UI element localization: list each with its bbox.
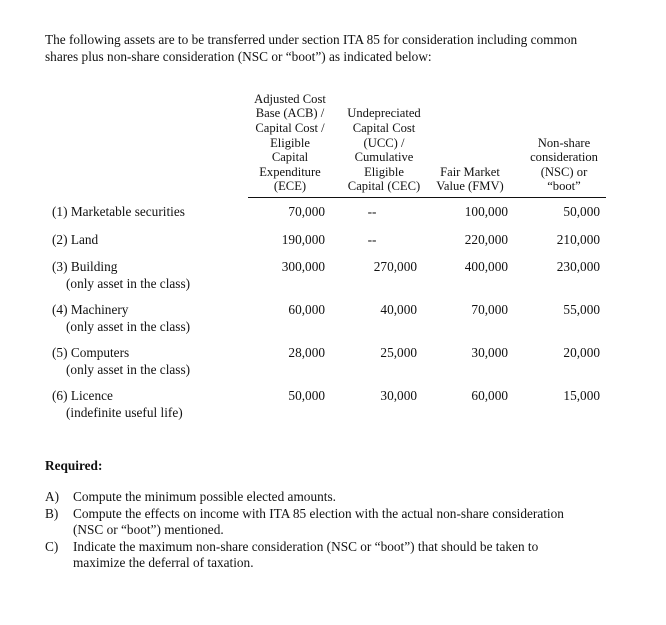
cell-nsc: 20,000 (563, 345, 600, 360)
cell-fmv: 400,000 (464, 259, 508, 274)
intro-paragraph (45, 32, 577, 65)
cell-nsc: 210,000 (556, 232, 600, 247)
asset-label: (4) Machinery (only asset in the class) (52, 302, 191, 334)
cell-fmv: 100,000 (464, 204, 508, 219)
item-text: Compute the minimum possible elected amounts. (73, 489, 336, 504)
column-header-fmv: Fair Market Value (FMV) (436, 164, 504, 194)
column-header-nsc: Non-share consideration (NSC) or “boot” (530, 135, 598, 194)
asset-label: (5) Computers (only asset in the class) (52, 345, 191, 377)
cell-acb: 300,000 (281, 259, 325, 274)
cell-ucc: 270,000 (373, 259, 417, 274)
asset-label: (1) Marketable securities (52, 204, 185, 219)
cell-acb: 60,000 (288, 302, 325, 317)
asset-note: (only asset in the class) (66, 275, 191, 291)
cell-ucc: 25,000 (380, 345, 417, 360)
asset-label: (3) Building (only asset in the class) (52, 259, 191, 291)
cell-acb: 50,000 (288, 388, 325, 403)
item-text: (NSC or “boot”) mentioned. (73, 522, 224, 537)
cell-nsc: 50,000 (563, 204, 600, 219)
cell-ucc: 30,000 (380, 388, 417, 403)
cell-nsc: 15,000 (563, 388, 600, 403)
required-item (45, 489, 645, 506)
required-item (45, 539, 645, 572)
item-letter: A) (45, 489, 60, 504)
column-header-acb: Adjusted Cost Base (ACB) / Capital Cost / Eligible Capital Expenditure (ECE) (254, 91, 326, 194)
asset-note: (only asset in the class) (66, 361, 191, 377)
cell-nsc: 55,000 (563, 302, 600, 317)
item-letter: B) (45, 505, 59, 521)
required-item (45, 506, 645, 539)
item-text: Compute the effects on income with ITA 85 election with the actual non-share consideration (73, 505, 564, 521)
asset-label: (6) Licence (indefinite useful life) (52, 388, 183, 420)
cell-fmv: 30,000 (471, 345, 508, 360)
required-list (45, 489, 645, 572)
item-letter: C) (45, 538, 59, 554)
header-rule (248, 197, 606, 198)
cell-acb: 190,000 (281, 232, 325, 247)
item-text: maximize the deferral of taxation. (73, 555, 254, 570)
cell-ucc: -- (367, 204, 377, 219)
cell-fmv: 70,000 (471, 302, 508, 317)
intro-line: shares plus non-share consideration (NSC or “boot”) as indicated below: (45, 48, 432, 64)
cell-acb: 70,000 (288, 204, 325, 219)
required-heading: Required: (45, 458, 103, 473)
cell-ucc: -- (367, 232, 377, 247)
item-text: Indicate the maximum non-share consideration (NSC or “boot”) that should be taken to (73, 538, 539, 554)
cell-acb: 28,000 (288, 345, 325, 360)
asset-label: (2) Land (52, 232, 99, 247)
cell-fmv: 60,000 (471, 388, 508, 403)
asset-note: (only asset in the class) (66, 318, 191, 334)
cell-nsc: 230,000 (556, 259, 600, 274)
cell-ucc: 40,000 (380, 302, 417, 317)
intro-line: The following assets are to be transferred under section ITA 85 for consideration including common (45, 32, 578, 47)
asset-note: (indefinite useful life) (66, 404, 183, 420)
cell-fmv: 220,000 (464, 232, 508, 247)
column-header-ucc: Undepreciated Capital Cost (UCC) / Cumulative Eligible Capital (CEC) (347, 106, 421, 194)
